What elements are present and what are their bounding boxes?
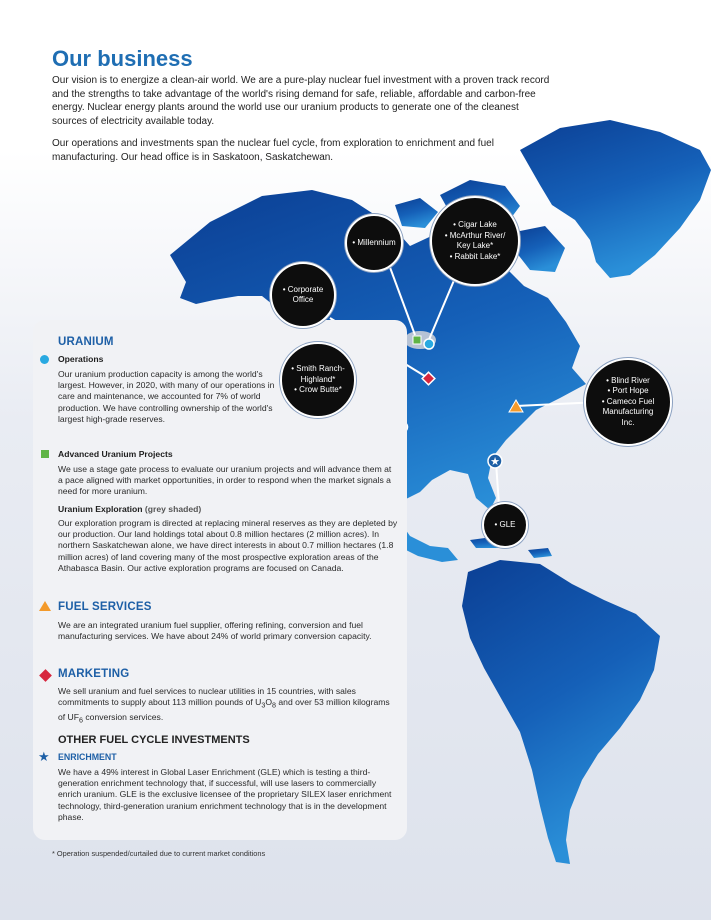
enrichment-title: ENRICHMENT — [58, 752, 117, 762]
operations-text: Our uranium production capacity is among the world's largest. However, in 2020, with many of our operations in care and maintenance, we accounted for 7% of world production. We have controlling ownership of the world's largest high-grade reserves. — [58, 369, 275, 424]
advanced-text: We use a stage gate process to evaluate our uranium projects and will advance them at a pace aligned with market opportunities, in order to respond when the market signals a need for more uranium. — [58, 464, 392, 497]
cigar-lake-bubble: • Cigar Lake • McArthur River/ Key Lake* • Rabbit Lake* — [430, 196, 520, 286]
cigar-lake-marker — [424, 339, 434, 349]
fuel-services-text: We are an integrated uranium fuel supplier, offering refining, conversion and fuel manufacturing services. We have about 24% of world primary conversion capacity. — [58, 620, 372, 642]
advanced-square-icon — [41, 450, 49, 458]
fuel-services-triangle-icon — [39, 601, 51, 611]
blind-river-bubble: • Blind River • Port Hope • Cameco Fuel Manufacturing Inc. — [584, 358, 672, 446]
gle-star-icon: ★ — [490, 455, 500, 468]
smith-ranch-bubble: • Smith Ranch- Highland* • Crow Butte* — [280, 342, 356, 418]
page-title: Our business — [52, 46, 193, 71]
enrichment-star-icon: ★ — [38, 749, 50, 764]
intro-paragraph-2: Our operations and investments span the nuclear fuel cycle, from exploration to enrichment and fuel manufacturing. Our head office is in Saskatoon, Saskatchewan. — [52, 138, 494, 163]
operations-dot-icon — [40, 355, 49, 364]
corporate-office-bubble: • Corporate Office — [270, 262, 336, 328]
marketing-heading: MARKETING — [58, 668, 130, 680]
operations-title: Operations — [58, 354, 104, 364]
enrichment-text: We have a 49% interest in Global Laser Enrichment (GLE) which is testing a third-generation enrichment technology that, if successful, will use lasers to commercially enrich uranium. GLE is the exclusive licensee of the proprietary SILEX laser enrichment technology, third-generation uranium enrichment technology that is in the development phase. — [58, 767, 392, 822]
exploration-title: Uranium Exploration — [58, 504, 143, 514]
exploration-title-row — [58, 504, 201, 514]
marketing-text: We sell uranium and fuel services to nuclear utilities in 15 countries, with sales commitments to supply about 113 million pounds of $U_3O_8$ and over 53 million kilograms of $UF_6$ conversion services. — [58, 686, 390, 725]
intro-paragraph-1: Our vision is to energize a clean-air world. We are a pure-play nuclear fuel investment with a proven track record and the strengths to take advantage of the world's rising demand for safe, reliable, affordable and carbon-free energy. Nuclear energy plants around the world use our uranium products to generate one of the cleanest sources of electricity available today. — [52, 75, 550, 127]
millennium-marker — [413, 336, 421, 344]
south-america-shape — [462, 560, 660, 864]
fuel-services-heading: FUEL SERVICES — [58, 601, 152, 613]
footnote: * Operation suspended/curtailed due to current market conditions — [52, 849, 266, 858]
advanced-title: Advanced Uranium Projects — [58, 449, 173, 459]
millennium-bubble: • Millennium — [345, 214, 403, 272]
exploration-text: Our exploration program is directed at replacing mineral reserves as they are depleted by our production. Our land holdings total about 0.8 million hectares (2 million acres). In northern Saskatchewan alone, we have direct interests in about 0.7 million hectares (1.8 million acres) of land covering many of the most prospective exploration areas of the Athabasca Basin. Our active exploration programs are focused on Canada. — [58, 518, 398, 573]
other-investments-heading: OTHER FUEL CYCLE INVESTMENTS — [58, 734, 250, 746]
exploration-note: (grey shaded) — [144, 504, 202, 514]
gle-bubble: • GLE — [482, 502, 528, 548]
uranium-heading: URANIUM — [58, 336, 114, 348]
